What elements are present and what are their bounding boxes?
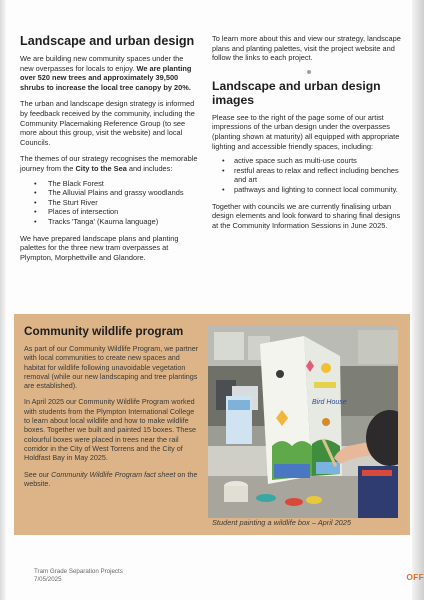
strategy-paragraph: The urban and landscape design strategy is informed by feedback received by the community, including the Community Placemaking Reference Group (to see more about this group, visit the website) and local Councils. (20, 99, 195, 147)
photo-caption: Student painting a wildlife box – April 2025 (212, 518, 352, 527)
wildlife-heading: Community wildlife program (24, 324, 184, 338)
photo-box-text: Bird House (312, 399, 347, 406)
themes-intro-text: The themes of our strategy recognises the memorable journey from the (20, 154, 198, 173)
scan-left-edge (0, 0, 6, 600)
list-item: • Tracks 'Tanga' (Kaurna language) (20, 217, 198, 227)
list-item: • The Sturt River (20, 198, 198, 208)
left-column (20, 34, 198, 269)
scan-right-edge (412, 0, 424, 600)
list-item: • Places of intersection (20, 207, 198, 217)
wildlife-paragraph-2: In April 2025 our Community Wildlife Program worked with students from the Plympton International College to learn about local wildlife and how to make wildlife boxes. Together we built and painted 15 boxes. These colourful boxes were placed in trees near the rail corridor in the City of West Torrens and the City of Holdfast Bay in May 2025. (24, 397, 196, 463)
plans-paragraph: We have prepared landscape plans and planting palettes for the three new tram overpasses at Plympton, Morphettville and Glandore. (20, 233, 179, 262)
intro-bold-text: We are planting over 520 new trees and approximately 39,500 shrubs to increase the local tree canopy by 20%. (20, 63, 192, 92)
footer (34, 568, 123, 584)
right-column (212, 34, 404, 237)
wildlife-program-box (14, 314, 410, 535)
themes-intro-bold: City to the Sea (75, 163, 127, 173)
fact-sheet-text: See our (24, 469, 52, 479)
footer-date: 7/05/2025 (34, 576, 62, 583)
landscape-intro (20, 54, 198, 92)
separator-dot (307, 70, 311, 74)
councils-paragraph: Together with councils we are currently finalising urban design elements and look forward to sharing final designs at the Community Information Sessions in June 2025. (212, 201, 401, 230)
list-item: • pathways and lighting to connect local community. (212, 185, 404, 195)
list-item: • The Black Forest (20, 179, 198, 189)
fact-sheet-link[interactable]: Community Wildlife Program fact sheet (51, 469, 176, 479)
landscape-heading: Landscape and urban design (20, 34, 195, 48)
official-stamp: OFF (406, 572, 424, 582)
wildlife-paragraph-1: As part of our Community Wildlife Program, we partner with local communities to create new spaces and habitat for wildlife following unavoidable vegetation removal (while our new landscaping and tree plantings are established). (24, 344, 199, 391)
wildlife-paragraph-3 (24, 470, 202, 489)
fact-sheet-text-end: on the website. (24, 469, 198, 488)
wildlife-box-photo (208, 326, 398, 518)
photo-illustration (208, 326, 398, 518)
features-list (212, 156, 404, 194)
images-paragraph: Please see to the right of the page some of our artist impressions of the urban design under the overpasses (planting shown at maturity) all equipped with appropriate lighting and accessible friendly spaces, including: (212, 112, 400, 151)
themes-list (20, 179, 198, 227)
list-item: • The Alluvial Plains and grassy woodlands (20, 188, 198, 198)
footer-project: Tram Grade Separation Projects (34, 568, 123, 575)
themes-intro (20, 154, 198, 173)
learn-more-paragraph: To learn more about this and view our strategy, landscape plans and planting palettes, visit the project website and follow the links to each project. (212, 34, 401, 63)
themes-intro-end: and includes: (126, 163, 173, 173)
list-item: • active space such as multi-use courts (212, 156, 404, 166)
images-heading: Landscape and urban design images (212, 78, 381, 107)
wildlife-text (24, 324, 202, 495)
list-item: • restful areas to relax and reflect including benches and art (212, 166, 404, 185)
intro-text: We are building new community spaces under the new overpasses for locals to enjoy. (20, 54, 184, 73)
